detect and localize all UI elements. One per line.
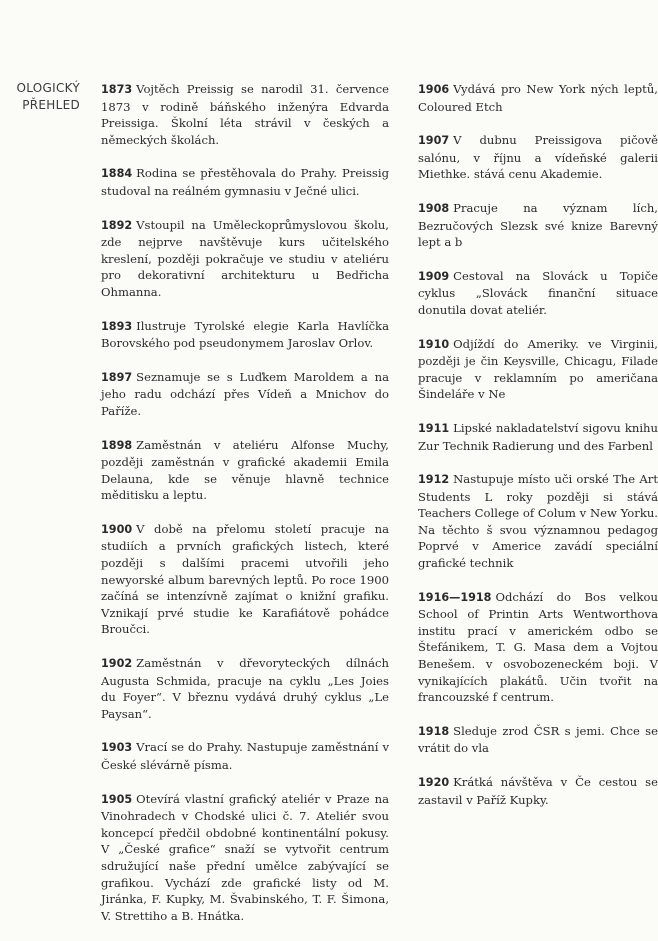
chronology-entry	[418, 589, 658, 706]
entry-text: Vstoupil na Uměleckoprůmyslovou školu, zde nejprve navštěvuje kurs učitelského kreslení, později pokračuje ve studiu v ateliéru pro dekorativní architekturu u Bedřicha Ohmanna.	[101, 217, 389, 299]
entry-year: 1911	[418, 421, 450, 435]
entry-text: Cestoval na Slováck u Topiče cyklus „Slováck finanční situace donutila dovat ateliér.	[418, 268, 658, 317]
entry-year: 1910	[418, 337, 450, 351]
entry-text: Rodina se přestěhovala do Prahy. Preissig studoval na reálném gymnasiu v Ječné ulici.	[101, 166, 389, 198]
chronology-entry	[418, 200, 658, 251]
entry-text: Nastupuje místo uči orské The Art Students L roky později si stává Teachers College of Colum v New Yorku. Na těchto š svou významnou pedagog Poprvé v Americe zavádí speciální grafické technik	[418, 472, 658, 571]
section-heading-line-1: OLOGICKÝ	[16, 81, 80, 95]
entry-year: 1918	[418, 724, 450, 738]
entry-year: 1900	[101, 522, 133, 536]
entry-year: 1920	[418, 776, 450, 789]
entry-text: V dubnu Preissigova pičově salónu, v říjnu a vídeňské galerii Miethke. stává cenu Akademie.	[418, 133, 658, 182]
chronology-entry	[418, 774, 658, 808]
entry-year: 1873	[101, 83, 133, 96]
chronology-entry	[101, 81, 389, 148]
entry-text: Lipské nakladatelství sigovu knihu Zur Technik Radierung und des Farbenl	[418, 420, 658, 453]
entry-year: 1907	[418, 134, 450, 148]
entry-text: Zaměstnán v ateliéru Alfonse Muchy, později zaměstnán v grafické akademii Emila Delauna, kde se věnuje hlavně technice měditisku a leptu.	[101, 437, 389, 503]
chronology-entry	[101, 369, 389, 420]
entry-text: Otevírá vlastní grafický ateliér v Praze na Vinohradech v Chodské ulici č. 7. Ateliér svou koncepcí předčil obdobné kontinentální pokusy. V „České grafice“ snaží se vytvořit centrum sdružující naše přední umělce zabývající se grafikou. Vychází zde grafické listy od M. Jiránka, F. Kupky, M. Švabinského, T. F. Šimona, V. Strettiho a B. Hnátka.	[101, 791, 389, 923]
entry-year: 1884	[101, 167, 133, 181]
chronology-entry	[101, 739, 389, 773]
entry-year: 1912	[418, 473, 450, 487]
entry-text: Sleduje zrod ČSR s jemi. Chce se vrátit do vla	[418, 723, 658, 756]
chronology-entry	[418, 81, 658, 115]
chronology-entry	[101, 217, 389, 301]
chronology-entry	[101, 655, 389, 722]
entry-text: Zaměstnán v dřevoryteckých dílnách Augusta Schmida, pracuje na cyklu „Les Joies du Foyer“. V březnu vydává druhý cyklus „Le Paysan“.	[101, 656, 389, 721]
entry-text: Krátká návštěva v Če cestou se zastavil v Paříž Kupky.	[418, 775, 658, 807]
chronology-entry	[418, 132, 658, 183]
entry-text: Ilustruje Tyrolské elegie Karla Havlíčka Borovského pod pseudonymem Jaroslav Orlov.	[101, 318, 389, 351]
chronology-entry	[101, 791, 389, 925]
chronology-column-middle	[101, 81, 389, 941]
entry-year: 1898	[101, 438, 133, 452]
chronology-entry	[101, 521, 389, 638]
chronology-entry	[101, 165, 389, 199]
entry-year: 1902	[101, 657, 133, 671]
entry-year: 1893	[101, 319, 133, 333]
section-heading	[0, 80, 80, 114]
entry-year: 1903	[101, 741, 133, 755]
entry-year: 1906	[418, 83, 450, 96]
chronology-entry	[418, 420, 658, 454]
entry-text: Vrací se do Prahy. Nastupuje zaměstnání v České slévárně písma.	[101, 740, 389, 772]
chronology-entry	[418, 723, 658, 757]
entry-year: 1908	[418, 201, 450, 215]
entry-year: 1909	[418, 269, 450, 283]
chronology-entry	[101, 437, 389, 504]
entry-text: V době na přelomu století pracuje na studiích a prvních grafických listech, které později s dalšími pracemi utvořili jeho newyorské album barevných leptů. Po roce 1900 začíná se intenzívně zajímat o knižní grafiku. Vznikají prvé studie ke Karafiátově pohádce Broučci.	[101, 521, 389, 637]
chronology-entry	[101, 318, 389, 352]
chronology-entry	[418, 268, 658, 319]
entry-text: Vydává pro New York ných leptů, Coloured Etch	[418, 82, 658, 114]
entry-year: 1892	[101, 218, 133, 232]
section-heading-line-2: PŘEHLED	[22, 98, 80, 112]
chronology-entry	[418, 471, 658, 572]
chronology-entry	[418, 336, 658, 403]
entry-text: Odchází do Bos velkou School of Printin Arts Wentworthova institu prací v americkém odbo se Štefánikem, T. G. Masa dem a Vojtou Benešem. v osvobozeneckém boji. V vynikajících plakátů. Učin tvořit na francouzské f centrum.	[418, 589, 658, 705]
entry-text: Seznamuje se s Luďkem Maroldem a na jeho radu odchází přes Vídeň a Mnichov do Paříže.	[101, 369, 389, 418]
entry-year: 1905	[101, 792, 133, 806]
entry-text: Vojtěch Preissig se narodil 31. července 1873 v rodině báňského inženýra Edvarda Preissiga. Školní léta strávil v českých a německých školách.	[101, 82, 389, 147]
entry-year: 1897	[101, 370, 133, 384]
entry-text: Odjíždí do Ameriky. ve Virginii, později je čin Keysville, Chicagu, Filade pracuje v reklamním po američana Šindeláře v Ne	[418, 336, 658, 402]
chronology-column-right	[418, 81, 658, 825]
entry-year: 1916—1918	[418, 590, 492, 604]
entry-text: Pracuje na význam lích, Bezručových Slezsk své knize Barevný lept a b	[418, 200, 658, 250]
